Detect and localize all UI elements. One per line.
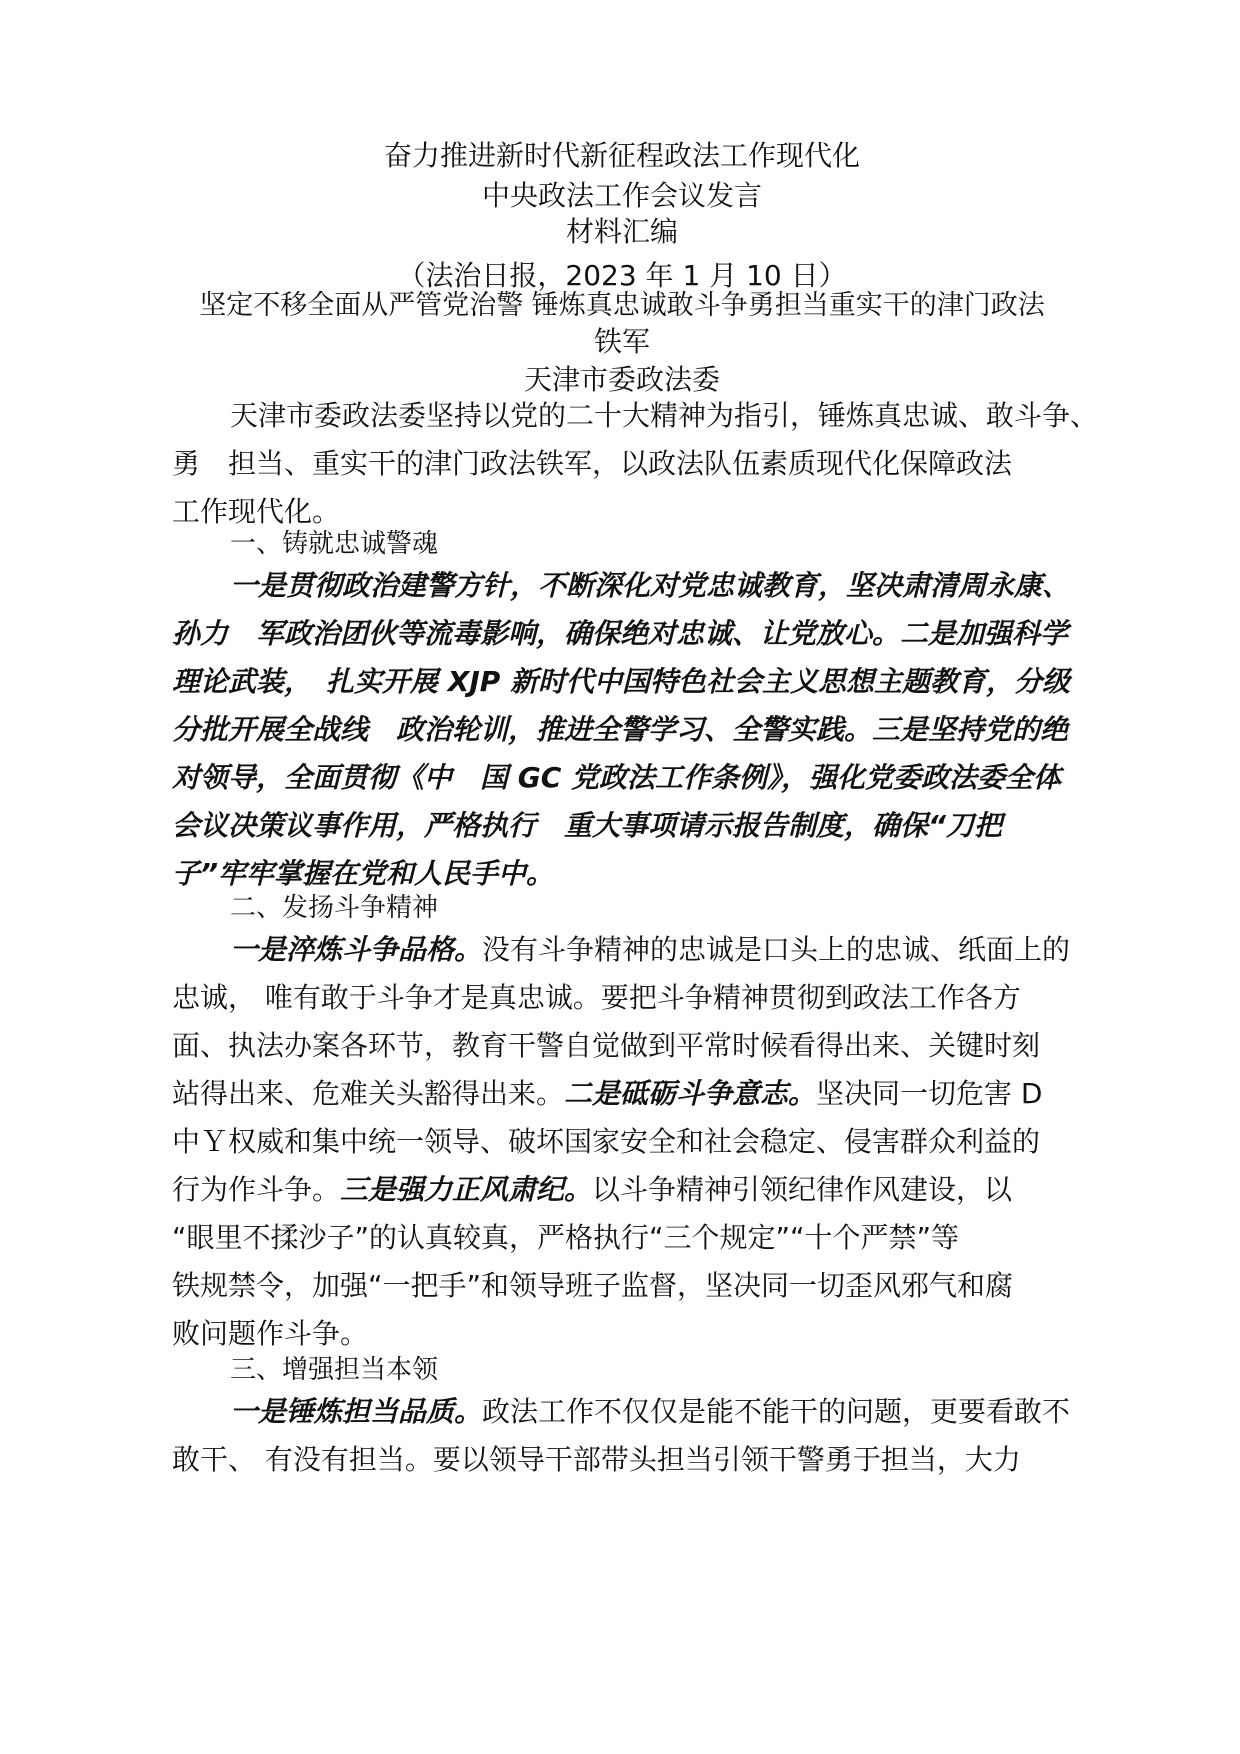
section2-line: 败问题作斗争。	[172, 1317, 369, 1350]
section1-line: 对领导，全面贯彻《中 国 GC 党政法工作条例》，强化党委政法委全体	[172, 761, 1062, 794]
section2-line: 中Ｙ权威和集中统一领导、破坏国家安全和社会稳定、侵害群众利益的	[172, 1125, 1041, 1158]
intro-line: 工作现代化。	[172, 495, 341, 528]
section1-line: 会议决策议事作用，严格执行 重大事项请示报告制度，确保“刀把	[172, 809, 1003, 842]
intro-line: 勇 担当、重实干的津门政法铁军，以政法队伍素质现代化保障政法	[172, 447, 1013, 480]
body-text: 行为作斗争。	[172, 1173, 341, 1206]
section2-line: 铁规禁令，加强“一把手”和领导班子监督，坚决同一切歪风邪气和腐	[172, 1269, 1014, 1302]
section2-line	[230, 926, 1150, 974]
intro-line: 天津市委政法委坚持以党的二十大精神为指引，锤炼真忠诚、敢斗争、	[230, 399, 1099, 432]
source-line: （法治日报，2023 年 1 月 10 日）	[397, 259, 847, 292]
section1-line: 子”牢牢掌握在党和人民手中。	[172, 857, 555, 890]
section2-line	[172, 1070, 1092, 1118]
emphasis-text: 二是砥砺斗争意志。	[564, 1077, 817, 1110]
body-text: 以斗争精神引领纪律作风建设，以	[592, 1173, 1013, 1206]
section2-line	[172, 1166, 1092, 1214]
section1-line: 一是贯彻政治建警方针，不断深化对党忠诚教育，坚决肃清周永康、	[230, 569, 1071, 602]
body-text: 坚决同一切危害 D	[816, 1077, 1043, 1110]
section3-line: 敢干、 有没有担当。要以领导干部带头担当引领干警勇于担当，大力	[172, 1443, 1021, 1476]
emphasis-text: 一是淬炼斗争品格。	[230, 933, 483, 966]
document-subtitle: 中央政法工作会议发言	[481, 179, 762, 212]
section1-line: 孙力 军政治团伙等流毒影响，确保绝对忠诚、让党放心。二是加强科学	[172, 617, 1069, 650]
article-author: 天津市委政法委	[523, 363, 720, 396]
section3-line	[230, 1388, 1150, 1436]
emphasis-text: 三是强力正风肃纪。	[340, 1173, 593, 1206]
emphasis-text: 一是锤炼担当品质。	[230, 1395, 483, 1428]
body-text: 站得出来、危难关头豁得出来。	[172, 1077, 565, 1110]
section2-line: 忠诚， 唯有敢于斗争才是真忠诚。要把斗争精神贯彻到政法工作各方	[172, 981, 1021, 1014]
compilation-label: 材料汇编	[565, 215, 678, 248]
section1-line: 理论武装， 扎实开展 XJP 新时代中国特色社会主义思想主题教育，分级	[172, 665, 1071, 698]
section-heading: 一、铸就忠诚警魂	[230, 529, 439, 559]
body-text: 政法工作不仅仅是能不能干的问题，更要看敢不	[482, 1395, 1071, 1428]
section1-line: 分批开展全战线 政治轮训，推进全警学习、全警实践。三是坚持党的绝	[172, 713, 1069, 746]
section-heading: 三、增强担当本领	[230, 1355, 439, 1385]
section2-line: 面、执法办案各环节，教育干警自觉做到平常时候看得出来、关键时刻	[172, 1029, 1041, 1062]
article-title-line1: 坚定不移全面从严管党治警 锤炼真忠诚敢斗争勇担当重实干的津门政法	[199, 290, 1045, 321]
section-heading: 二、发扬斗争精神	[230, 893, 439, 923]
document-title: 奋力推进新时代新征程政法工作现代化	[383, 139, 860, 172]
body-text: 没有斗争精神的忠诚是口头上的忠诚、纸面上的	[482, 933, 1071, 966]
section2-line: “眼里不揉沙子”的认真较真，严格执行“三个规定”“十个严禁”等	[172, 1221, 960, 1254]
article-title-line2: 铁军	[593, 325, 650, 358]
